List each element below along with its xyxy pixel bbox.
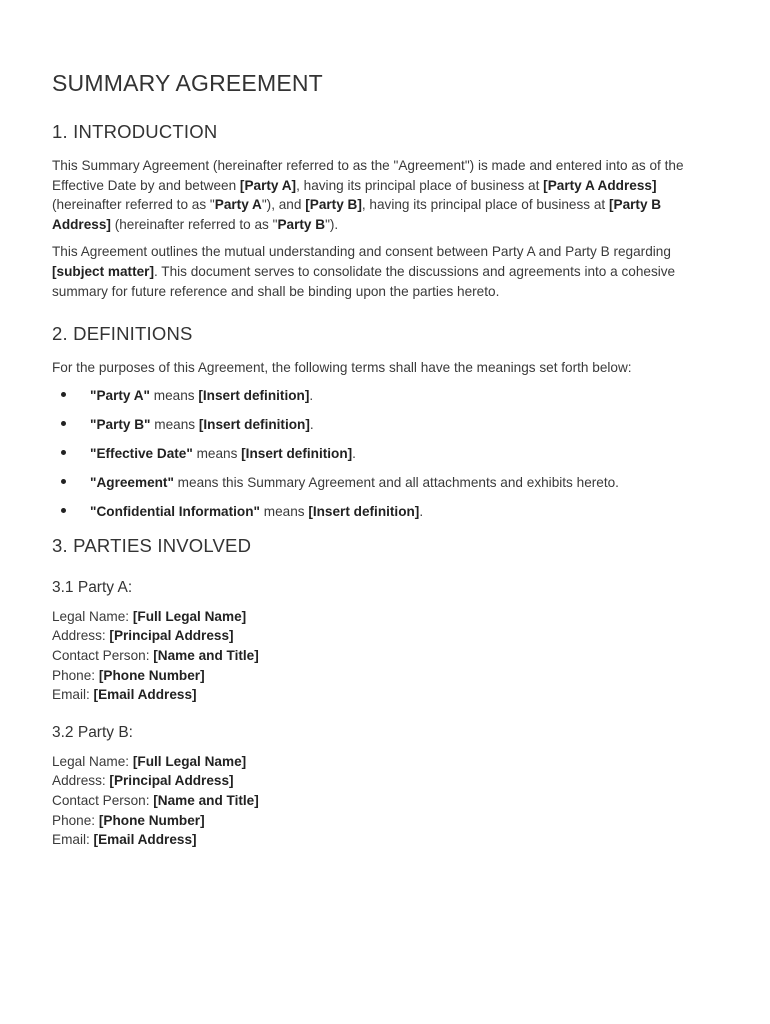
section-definitions	[52, 323, 722, 521]
intro-paragraph-2: This Agreement outlines the mutual understanding and consent between Party A and Party B regarding [subject matter]. This document serves to consolidate the discussions and agreements into a cohesive summary for future reference and shall be binding upon the parties hereto.	[52, 244, 676, 299]
section-introduction	[52, 121, 722, 301]
document-title: SUMMARY AGREEMENT	[52, 70, 323, 96]
party-b-legal-name: Legal Name: [Full Legal Name]	[52, 753, 247, 769]
definition-item: "Agreement" means this Summary Agreement and all attachments and exhibits hereto.	[52, 473, 722, 492]
bullet-icon	[61, 421, 66, 426]
party-b-heading: 3.2 Party B:	[52, 723, 133, 741]
party-a-heading: 3.1 Party A:	[52, 578, 133, 596]
party-a-legal-name: Legal Name: [Full Legal Name]	[52, 608, 247, 624]
party-a-email: Email: [Email Address]	[52, 687, 197, 703]
party-a-address: Address: [Principal Address]	[52, 628, 234, 644]
party-a-phone: Phone: [Phone Number]	[52, 667, 205, 683]
definitions-lead: For the purposes of this Agreement, the following terms shall have the meanings set forth below:	[52, 360, 632, 376]
party-b-email: Email: [Email Address]	[52, 832, 197, 848]
section-heading-introduction: 1. INTRODUCTION	[52, 121, 218, 142]
definition-item: "Effective Date" means [Insert definition].	[52, 444, 722, 463]
section-heading-definitions: 2. DEFINITIONS	[52, 323, 193, 345]
definition-item: "Party A" means [Insert definition].	[52, 386, 722, 405]
bullet-icon	[61, 479, 66, 484]
definitions-list	[52, 386, 722, 521]
bullet-icon	[61, 508, 66, 513]
bullet-icon	[61, 392, 66, 397]
definition-item: "Party B" means [Insert definition].	[52, 415, 722, 434]
document-page	[52, 70, 722, 869]
section-parties	[52, 535, 722, 850]
party-b-contact: Contact Person: [Name and Title]	[52, 792, 259, 808]
party-b-phone: Phone: [Phone Number]	[52, 812, 205, 828]
party-b-address: Address: [Principal Address]	[52, 773, 234, 789]
section-heading-parties: 3. PARTIES INVOLVED	[52, 534, 252, 556]
bullet-icon	[61, 450, 66, 455]
definition-item: "Confidential Information" means [Insert definition].	[52, 502, 722, 521]
intro-paragraph-1: This Summary Agreement (hereinafter referred to as the "Agreement") is made and entered into as of the Effective Date by and between [Party A], having its principal place of business at [Party A Address] (hereinafter referred to as "Party A"), and [Party B], having its principal place of business at [Party B Address] (hereinafter referred to as "Party B").	[52, 158, 684, 232]
party-a-details	[52, 607, 722, 705]
party-a-contact: Contact Person: [Name and Title]	[52, 647, 259, 663]
party-b-details	[52, 752, 722, 850]
